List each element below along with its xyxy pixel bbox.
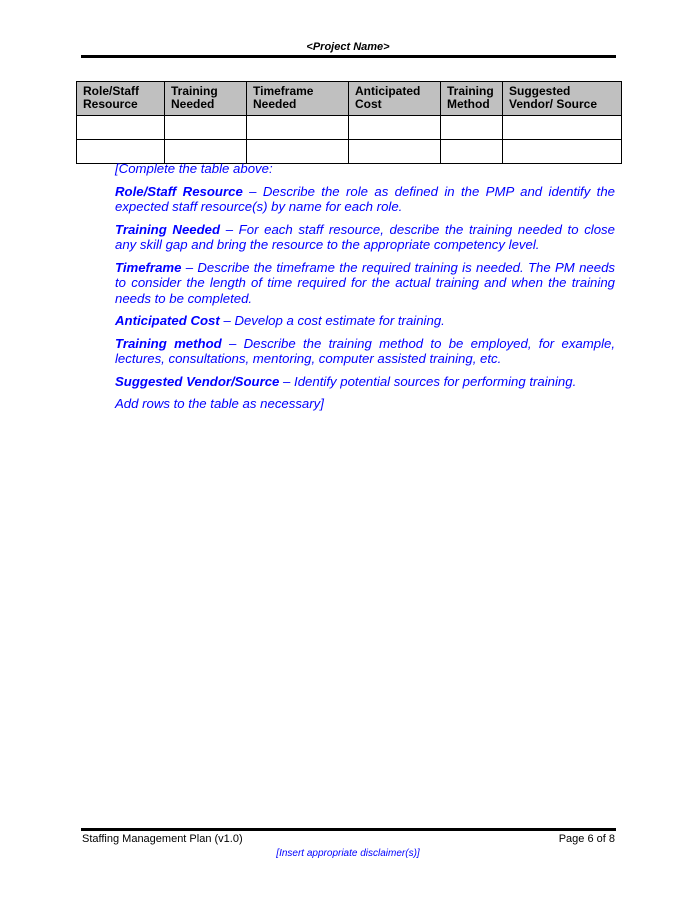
table-cell[interactable] bbox=[77, 140, 165, 164]
header-project-name: <Project Name> bbox=[306, 41, 390, 53]
footer-page-number: Page 6 of 8 bbox=[558, 833, 615, 845]
column-header: Training Needed bbox=[165, 82, 247, 116]
column-header: Role/Staff Resource bbox=[77, 82, 165, 116]
instruction-term: Training Needed bbox=[115, 221, 221, 237]
instruction-term: Training method bbox=[115, 335, 222, 351]
table-row bbox=[77, 140, 622, 164]
footer-rule bbox=[81, 828, 616, 831]
table-cell[interactable] bbox=[349, 116, 441, 140]
table-cell[interactable] bbox=[503, 140, 622, 164]
footer-disclaimer: [Insert appropriate disclaimer(s)] bbox=[276, 848, 420, 859]
instruction-term: Timeframe bbox=[115, 259, 182, 275]
instruction-suggested-vendor bbox=[115, 374, 615, 390]
instruction-term: Suggested Vendor/Source bbox=[115, 373, 280, 389]
instruction-text: – Develop a cost estimate for training. bbox=[219, 313, 445, 328]
instructions-block bbox=[115, 161, 615, 419]
instruction-training-needed bbox=[115, 222, 615, 253]
column-header: Anticipated Cost bbox=[349, 82, 441, 116]
instruction-anticipated-cost bbox=[115, 313, 615, 329]
instruction-role bbox=[115, 184, 615, 215]
table-cell[interactable] bbox=[349, 140, 441, 164]
table-cell[interactable] bbox=[165, 116, 247, 140]
instructions-intro: [Complete the table above: bbox=[115, 161, 273, 176]
instruction-text: – For each staff resource, describe the training needed to close any skill gap and bring the resource to the appropriate competency level. bbox=[115, 221, 615, 252]
table-cell[interactable] bbox=[247, 140, 349, 164]
instruction-term: Role/Staff Resource bbox=[115, 183, 243, 199]
table-cell[interactable] bbox=[165, 140, 247, 164]
instruction-text: – Describe the training method to be employed, for example, lectures, consultations, mentoring, computer assisted training, etc. bbox=[115, 335, 615, 366]
table-cell[interactable] bbox=[441, 116, 503, 140]
instruction-timeframe bbox=[115, 260, 615, 307]
column-header: Suggested Vendor/ Source bbox=[503, 82, 622, 116]
instructions-closing: Add rows to the table as necessary] bbox=[115, 396, 324, 411]
column-header: Timeframe Needed bbox=[247, 82, 349, 116]
table-cell[interactable] bbox=[503, 116, 622, 140]
column-header: Training Method bbox=[441, 82, 503, 116]
footer-document-title: Staffing Management Plan (v1.0) bbox=[82, 833, 243, 845]
table-cell[interactable] bbox=[441, 140, 503, 164]
instruction-text: – Identify potential sources for performing training. bbox=[279, 373, 577, 389]
table-row bbox=[77, 116, 622, 140]
instruction-text: – Describe the role as defined in the PMP and identify the expected staff resource(s) by name for each role. bbox=[115, 183, 616, 214]
header-rule bbox=[81, 55, 616, 58]
instruction-training-method bbox=[115, 336, 615, 367]
instruction-term: Anticipated Cost bbox=[115, 313, 220, 328]
training-table bbox=[76, 81, 622, 164]
table-cell[interactable] bbox=[247, 116, 349, 140]
instruction-text: – Describe the timeframe the required training is needed. The PM needs to consider the length of time required for the actual training and when the training needs to be completed. bbox=[115, 259, 615, 306]
table-cell[interactable] bbox=[77, 116, 165, 140]
table-header-row bbox=[77, 82, 622, 116]
